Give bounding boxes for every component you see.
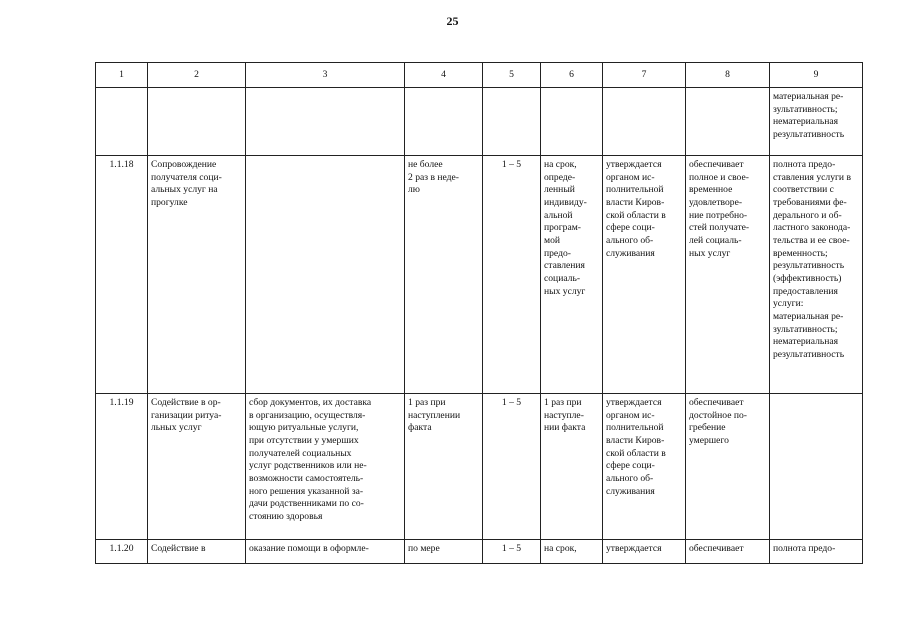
table-row (96, 540, 863, 564)
cell-period: 1 раз при наступле- нии факта (541, 394, 603, 540)
column-header: 6 (541, 63, 603, 88)
cell-description: оказание помощи в оформле- (246, 540, 405, 564)
cell-description (246, 88, 405, 156)
cell-standard: обеспечивает достойное по- гребение умершего (686, 394, 770, 540)
cell-period: на срок, (541, 540, 603, 564)
cell-evaluation: полнота предо- ставления услуги в соответствии с требованиями фе- дерального и об- ластного законода- тельства и ее свое- временность; результативность (эффективность) предоставления услуги: материальная ре- зультативность; нематериальная результативность (770, 156, 863, 394)
cell-standard (686, 88, 770, 156)
column-header: 8 (686, 63, 770, 88)
cell-period (541, 88, 603, 156)
cell-term: 1 – 5 (483, 394, 541, 540)
cell-approval: утверждается (603, 540, 686, 564)
cell-description: сбор документов, их доставка в организацию, осуществля- ющую ритуальные услуги, при отсутствии у умерших получателей социальных услуг родственников или не- возможности самостоятель- ного решения указанной за- дачи родственниками по со- стоянию здоровья (246, 394, 405, 540)
cell-approval (603, 88, 686, 156)
column-header: 4 (405, 63, 483, 88)
cell-service-name: Содействие в (148, 540, 246, 564)
column-header: 3 (246, 63, 405, 88)
cell-evaluation: материальная ре- зультативность; нематериальная результативность (770, 88, 863, 156)
cell-frequency: 1 раз при наступлении факта (405, 394, 483, 540)
cell-frequency (405, 88, 483, 156)
cell-description (246, 156, 405, 394)
cell-number: 1.1.18 (96, 156, 148, 394)
cell-period: на срок, опреде- ленный индивиду- альной програм- мой предо- ставления социаль- ных услуг (541, 156, 603, 394)
cell-service-name (148, 88, 246, 156)
cell-service-name: Сопровождение получателя соци- альных услуг на прогулке (148, 156, 246, 394)
cell-approval: утверждается органом ис- полнительной власти Киров- ской области в сфере соци- ального об- служивания (603, 394, 686, 540)
column-header: 9 (770, 63, 863, 88)
cell-evaluation (770, 394, 863, 540)
cell-number (96, 88, 148, 156)
cell-term: 1 – 5 (483, 156, 541, 394)
cell-frequency: по мере (405, 540, 483, 564)
table-row (96, 156, 863, 394)
table-row (96, 394, 863, 540)
cell-number: 1.1.19 (96, 394, 148, 540)
column-header: 1 (96, 63, 148, 88)
table-row (96, 88, 863, 156)
page-number: 25 (446, 14, 459, 28)
column-header: 2 (148, 63, 246, 88)
cell-term (483, 88, 541, 156)
column-header: 5 (483, 63, 541, 88)
column-header: 7 (603, 63, 686, 88)
cell-standard: обеспечивает (686, 540, 770, 564)
cell-service-name: Содействие в ор- ганизации ритуа- льных услуг (148, 394, 246, 540)
cell-frequency: не более 2 раз в неде- лю (405, 156, 483, 394)
cell-term: 1 – 5 (483, 540, 541, 564)
cell-approval: утверждается органом ис- полнительной власти Киров- ской области в сфере соци- ального об- служивания (603, 156, 686, 394)
cell-standard: обеспечивает полное и свое- временное удовлетворе- ние потребно- стей получате- лей социаль- ных услуг (686, 156, 770, 394)
cell-number: 1.1.20 (96, 540, 148, 564)
services-table (95, 62, 863, 564)
cell-evaluation: полнота предо- (770, 540, 863, 564)
table-header-row (96, 63, 863, 88)
